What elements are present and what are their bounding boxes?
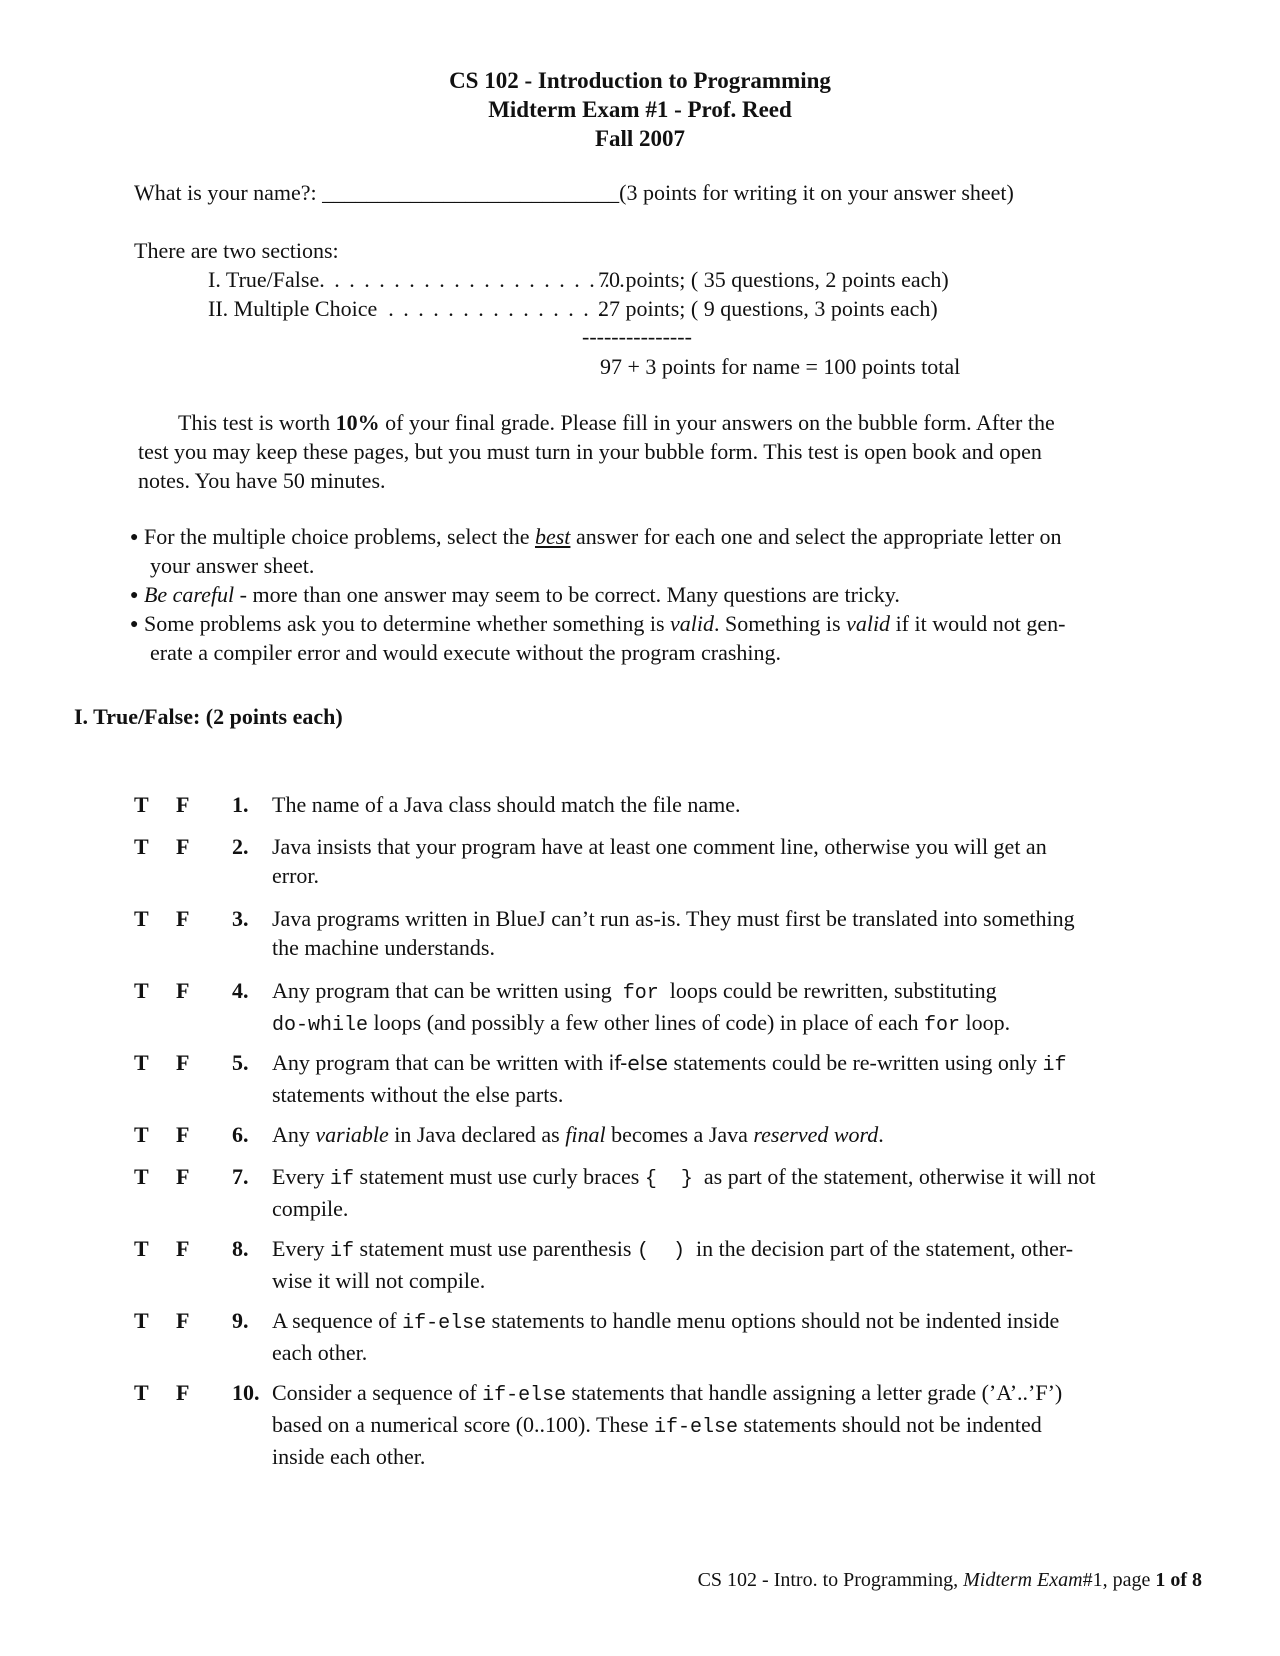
question-item xyxy=(0,1378,1280,1469)
question-number: 7. xyxy=(232,1164,249,1189)
text: based on a numerical score (0..100). These xyxy=(272,1412,649,1437)
question-number: 4. xyxy=(232,978,249,1003)
question-text: The name of a Java class should match the file name. xyxy=(272,792,741,817)
emphasis: reserved word xyxy=(753,1122,879,1147)
section-heading: I. True/False: (2 points each) xyxy=(74,704,343,729)
name-line xyxy=(134,178,1014,207)
question-text xyxy=(272,832,1212,890)
text: statements to handle menu options should not be indented inside xyxy=(491,1308,1060,1333)
false-option[interactable]: F xyxy=(176,1380,190,1405)
footer-text: CS 102 - Intro. to Programming, xyxy=(697,1569,959,1591)
text: in Java declared as xyxy=(394,1122,560,1147)
text: A sequence of xyxy=(272,1308,397,1333)
emphasis: valid xyxy=(846,611,891,636)
question-item xyxy=(0,832,1280,890)
sum-rule: --------------- xyxy=(582,324,692,349)
question-text xyxy=(272,904,1212,962)
code-keyword: if xyxy=(330,1240,355,1263)
text: Consider a sequence of xyxy=(272,1380,477,1405)
bullet-icon: ● xyxy=(130,617,139,632)
question-item xyxy=(0,904,1280,962)
false-option[interactable]: F xyxy=(176,834,190,859)
section-points-tf: 70 points; ( 35 questions, 2 points each) xyxy=(598,267,949,292)
section-summary-mc xyxy=(208,294,606,323)
question-line: compile. xyxy=(272,1196,349,1221)
question-number: 9. xyxy=(232,1308,249,1333)
code-keyword: if-else xyxy=(654,1416,739,1439)
question-line xyxy=(272,1048,1212,1080)
question-line: Java programs written in BlueJ can’t run as-is. They must first be translated into something xyxy=(272,906,1075,931)
question-item xyxy=(0,1162,1280,1220)
question-line xyxy=(272,1410,1212,1442)
false-option[interactable]: F xyxy=(176,1164,190,1189)
question-text xyxy=(272,1378,1212,1471)
false-option[interactable]: F xyxy=(176,792,190,817)
code-keyword: if-else xyxy=(608,1051,668,1075)
code-keyword: if xyxy=(1042,1054,1067,1077)
question-number: 1. xyxy=(232,792,249,817)
grade-weight: 10% xyxy=(335,410,380,435)
text: . xyxy=(878,1122,884,1147)
text: statements could be re-written using only xyxy=(673,1050,1037,1075)
question-line xyxy=(272,1306,1212,1338)
text: statement must use curly braces xyxy=(359,1164,640,1189)
true-option[interactable]: T xyxy=(134,1122,149,1147)
code-keyword: if-else xyxy=(482,1384,567,1407)
text: Any program that can be written with xyxy=(272,1050,604,1075)
code-keyword: for xyxy=(622,982,659,1005)
text: Every xyxy=(272,1164,325,1189)
instructions-text: This test is worth xyxy=(178,410,331,435)
section-points-mc: 27 points; ( 9 questions, 3 points each) xyxy=(598,296,938,321)
bullet-icon: ● xyxy=(130,530,139,545)
instructions-text: of your final grade. Please fill in your answers on the bubble form. After the xyxy=(385,410,1055,435)
bullet-continuation: your answer sheet. xyxy=(150,553,315,578)
bullet-icon: ● xyxy=(130,588,139,603)
code-keyword: for xyxy=(923,1014,960,1037)
question-number: 6. xyxy=(232,1122,249,1147)
text: as part of the statement, otherwise it will not xyxy=(703,1164,1096,1189)
text: Every xyxy=(272,1236,325,1261)
question-item xyxy=(0,976,1280,1037)
exam-subtitle: Midterm Exam #1 - Prof. Reed xyxy=(488,97,792,122)
bullet-continuation: erate a compiler error and would execute without the program crashing. xyxy=(150,640,782,665)
emphasis: valid xyxy=(670,611,715,636)
bullet-text: if it would not gen- xyxy=(895,611,1066,636)
question-item xyxy=(0,790,1280,820)
question-line: inside each other. xyxy=(272,1444,426,1469)
true-option[interactable]: T xyxy=(134,1164,149,1189)
question-text xyxy=(272,1120,1212,1149)
question-text xyxy=(272,976,1212,1040)
instructions-line-3: notes. You have 50 minutes. xyxy=(138,468,386,493)
true-option[interactable]: T xyxy=(134,1380,149,1405)
bullet-text: For the multiple choice problems, select the xyxy=(143,524,530,549)
text: Any xyxy=(272,1122,310,1147)
false-option[interactable]: F xyxy=(176,1308,190,1333)
question-number: 10. xyxy=(232,1380,260,1405)
text: statements should not be indented xyxy=(743,1412,1042,1437)
section-summary-tf xyxy=(208,265,627,294)
true-option[interactable]: T xyxy=(134,978,149,1003)
emphasis: best xyxy=(534,524,571,549)
question-number: 3. xyxy=(232,906,249,931)
question-line xyxy=(272,1162,1212,1194)
text: in the decision part of the statement, other- xyxy=(695,1236,1074,1261)
question-number: 8. xyxy=(232,1236,249,1261)
false-option[interactable]: F xyxy=(176,906,190,931)
question-text xyxy=(272,1234,1212,1295)
exam-title: CS 102 - Introduction to Programming xyxy=(449,68,831,93)
sections-intro: There are two sections: xyxy=(134,238,339,263)
section-label: I. True/False xyxy=(208,267,320,292)
false-option[interactable]: F xyxy=(176,1122,190,1147)
code-keyword: if xyxy=(330,1168,355,1191)
true-option[interactable]: T xyxy=(134,1050,149,1075)
question-line xyxy=(272,1008,1212,1040)
instructions-line-2: test you may keep these pages, but you must turn in your bubble form. This test is open book and open xyxy=(138,439,1042,464)
true-option[interactable]: T xyxy=(134,834,149,859)
false-option[interactable]: F xyxy=(176,1236,190,1261)
leader-dots: . . . . . . . . . . . . . . . xyxy=(388,296,606,321)
bullet-text: . Something is xyxy=(714,611,841,636)
instructions-line-1 xyxy=(178,408,1055,437)
question-item xyxy=(0,1120,1280,1150)
page-number: 1 of 8 xyxy=(1155,1569,1202,1591)
true-option[interactable]: T xyxy=(134,792,149,817)
question-text xyxy=(272,1048,1212,1109)
question-item xyxy=(0,1048,1280,1106)
false-option[interactable]: F xyxy=(176,1050,190,1075)
emphasis: variable xyxy=(315,1122,389,1147)
text: becomes a Java xyxy=(611,1122,748,1147)
leader-dots: . . . . . . . . . . . . . . . . . . . . . xyxy=(319,267,627,292)
question-number: 5. xyxy=(232,1050,249,1075)
question-line: the machine understands. xyxy=(272,935,495,960)
code-keyword: if-else xyxy=(402,1312,487,1335)
question-number: 2. xyxy=(232,834,249,859)
name-blank: ___________________________ xyxy=(322,180,620,205)
emphasis: Be careful xyxy=(143,582,235,607)
text: loops (and possibly a few other lines of code) in place of each xyxy=(373,1010,919,1035)
question-line: statements without the else parts. xyxy=(272,1082,564,1107)
question-text xyxy=(272,1306,1212,1367)
true-option[interactable]: T xyxy=(134,906,149,931)
question-item xyxy=(0,1234,1280,1292)
code-parens: ( ) xyxy=(636,1240,685,1263)
question-line: each other. xyxy=(272,1340,368,1365)
true-option[interactable]: T xyxy=(134,1236,149,1261)
question-line xyxy=(272,1234,1212,1266)
emphasis: final xyxy=(565,1122,606,1147)
points-total: 97 + 3 points for name = 100 points total xyxy=(600,354,961,379)
question-line xyxy=(272,1378,1212,1410)
text: statement must use parenthesis xyxy=(359,1236,632,1261)
true-option[interactable]: T xyxy=(134,1308,149,1333)
section-label: II. Multiple Choice xyxy=(208,296,378,321)
code-braces: { } xyxy=(644,1168,693,1191)
footer-text: #1, page xyxy=(1082,1569,1151,1591)
text: loops could be rewritten, substituting xyxy=(669,978,997,1003)
footer-emphasis: Midterm Exam xyxy=(963,1569,1083,1591)
text: Any program that can be written using xyxy=(272,978,612,1003)
question-text xyxy=(272,1162,1212,1223)
question-line xyxy=(272,976,1212,1008)
page-footer xyxy=(698,1566,1202,1595)
question-line: wise it will not compile. xyxy=(272,1268,486,1293)
bullet-text: Some problems ask you to determine whether something is xyxy=(143,611,665,636)
text: loop. xyxy=(965,1010,1011,1035)
code-keyword: do-while xyxy=(272,1014,369,1037)
question-line: Java insists that your program have at least one comment line, otherwise you will get an xyxy=(272,834,1047,859)
bullet-text: - more than one answer may seem to be correct. Many questions are tricky. xyxy=(239,582,900,607)
bullet-text: answer for each one and select the appropriate letter on xyxy=(575,524,1062,549)
name-prompt: What is your name?: xyxy=(134,180,317,205)
exam-term: Fall 2007 xyxy=(594,126,686,151)
question-line: error. xyxy=(272,863,320,888)
question-item xyxy=(0,1306,1280,1364)
text: statements that handle assigning a letter grade (’A’..’F’) xyxy=(571,1380,1063,1405)
false-option[interactable]: F xyxy=(176,978,190,1003)
name-note: (3 points for writing it on your answer sheet) xyxy=(619,180,1014,205)
